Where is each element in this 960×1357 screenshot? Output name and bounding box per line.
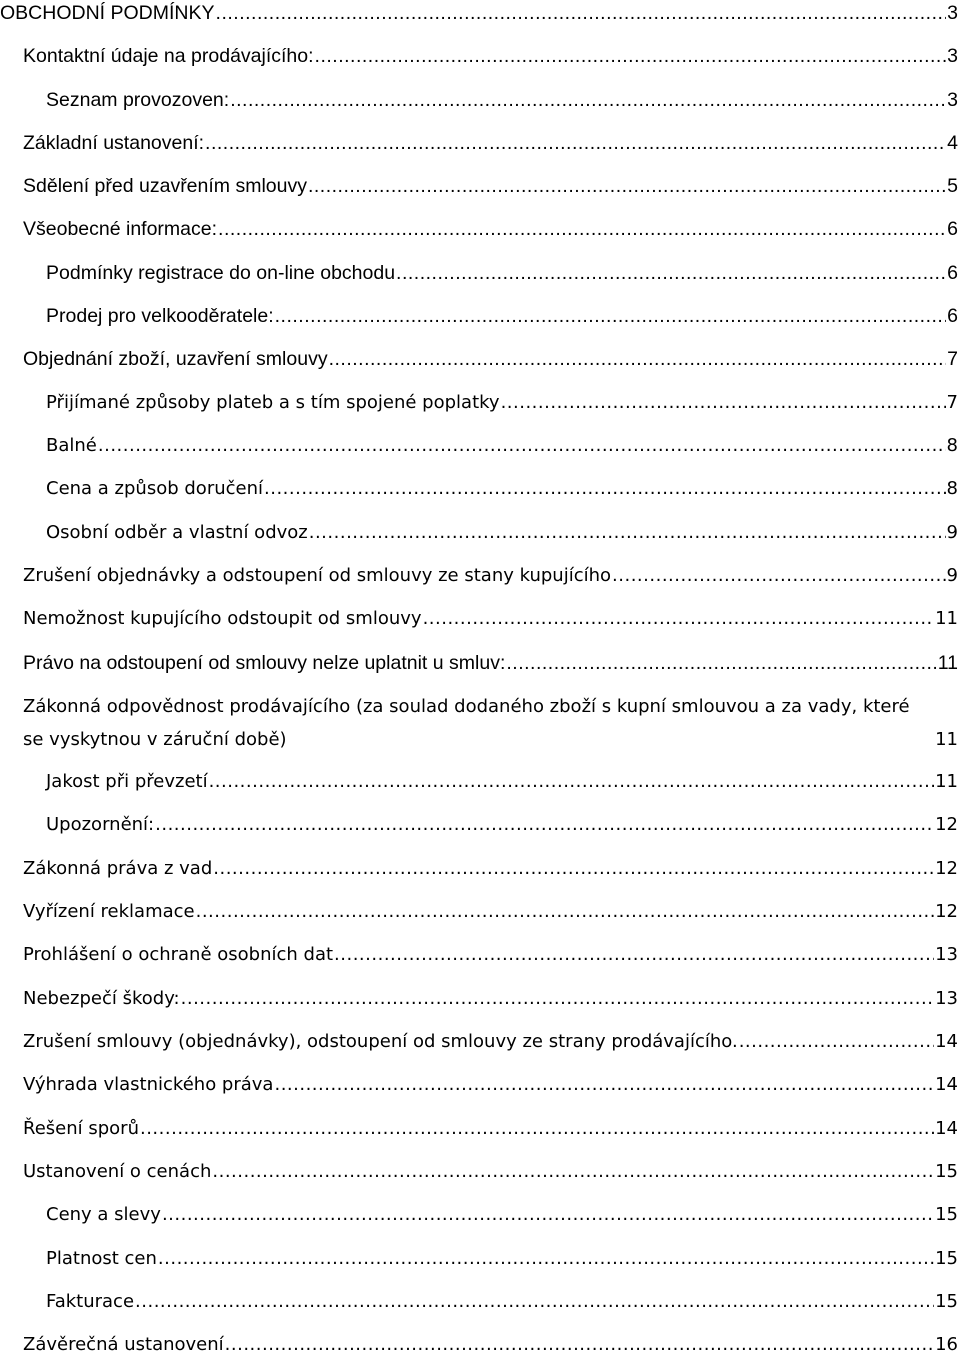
- toc-dot-leader: [155, 813, 934, 837]
- toc-dot-leader: [506, 651, 936, 675]
- toc-dot-leader: [205, 131, 946, 155]
- toc-entry-page: 13: [935, 944, 958, 965]
- toc-entry[interactable]: [46, 477, 958, 501]
- toc-entry-label: Cena a způsob doručení: [46, 478, 264, 499]
- toc-entry-page: 9: [946, 522, 958, 543]
- toc-dot-leader: [216, 1, 947, 25]
- toc-entry[interactable]: [23, 44, 958, 68]
- toc-entry[interactable]: [46, 1203, 958, 1227]
- toc-entry[interactable]: [46, 304, 958, 328]
- toc-entry-label: Balné: [46, 435, 97, 456]
- toc-entry[interactable]: [23, 1073, 958, 1097]
- toc-dot-leader: [329, 347, 947, 371]
- toc-entry[interactable]: [46, 261, 958, 285]
- toc-entry-label: Právo na odstoupení od smlouvy nelze uplatnit u smluv:: [23, 652, 506, 674]
- toc-entry-page: 7: [947, 348, 958, 370]
- toc-entry[interactable]: [23, 900, 958, 924]
- toc-entry-page: 15: [935, 1248, 958, 1269]
- toc-dot-leader: [181, 987, 934, 1011]
- toc-dot-leader: [213, 857, 934, 881]
- toc-entry-line2: [23, 723, 958, 756]
- toc-entry-page: 12: [935, 814, 958, 835]
- toc-entry-label: Vyřízení reklamace: [23, 901, 195, 922]
- toc-entry-page: 7: [946, 392, 958, 413]
- toc-entry-page: 15: [935, 1291, 958, 1312]
- toc-dot-leader: [158, 1247, 934, 1271]
- toc-dot-leader: [98, 434, 946, 458]
- toc-entry-label: Řešení sporů: [23, 1118, 139, 1139]
- toc-dot-leader: [162, 1203, 934, 1227]
- toc-entry[interactable]: [0, 1, 958, 25]
- toc-entry-label: Ustanovení o cenách: [23, 1161, 212, 1182]
- toc-entry-page: 6: [947, 262, 958, 284]
- toc-entry-page: 14: [935, 1031, 958, 1052]
- toc-entry[interactable]: [23, 347, 958, 371]
- toc-entry-label: Nebezpečí škody:: [23, 988, 180, 1009]
- toc-entry-label: Nemožnost kupujícího odstoupit od smlouvy: [23, 608, 422, 629]
- toc-entry-label: Zrušení smlouvy (objednávky), odstoupení od smlouvy ze strany prodávajícího.: [23, 1031, 738, 1052]
- toc-entry-page: 9: [946, 565, 958, 586]
- toc-entry-label-line2: se vyskytnou v záruční době): [23, 729, 287, 750]
- toc-entry[interactable]: [23, 1030, 958, 1054]
- toc-dot-leader: [275, 304, 947, 328]
- toc-dot-leader: [218, 217, 946, 241]
- toc-dot-leader: [315, 44, 947, 68]
- toc-dot-leader: [140, 1117, 934, 1141]
- toc-entry-page: 8: [946, 435, 958, 456]
- toc-dot-leader: [309, 521, 946, 545]
- toc-entry[interactable]: [46, 813, 958, 837]
- toc-entry-label: Sdělení před uzavřením smlouvy: [23, 175, 307, 197]
- toc-entry[interactable]: [23, 857, 958, 881]
- toc-dot-leader: [739, 1030, 934, 1054]
- toc-entry[interactable]: [46, 770, 958, 794]
- toc-entry-page: 16: [935, 1334, 958, 1355]
- toc-entry-page: 12: [935, 858, 958, 879]
- toc-entry-label: Podmínky registrace do on-line obchodu: [46, 262, 396, 284]
- toc-entry-label: Prohlášení o ochraně osobních dat: [23, 944, 334, 965]
- toc-entry-label: Výhrada vlastnického práva: [23, 1074, 274, 1095]
- toc-entry-label: OBCHODNÍ PODMÍNKY: [0, 2, 215, 24]
- toc-entry-multiline[interactable]: [23, 690, 958, 756]
- toc-entry-label: Zákonná práva z vad: [23, 858, 213, 879]
- toc-entry[interactable]: [23, 943, 958, 967]
- toc-entry[interactable]: [46, 434, 958, 458]
- toc-entry-label: Osobní odběr a vlastní odvoz: [46, 522, 308, 543]
- toc-entry-label-line1: Zákonná odpovědnost prodávajícího (za soulad dodaného zboží s kupní smlouvou a za vady, které: [23, 696, 910, 717]
- toc-entry-label: Platnost cen: [46, 1248, 157, 1269]
- toc-entry[interactable]: [46, 1247, 958, 1271]
- toc-entry-label: Seznam provozoven:: [46, 89, 230, 111]
- toc-entry-page: 6: [947, 305, 958, 327]
- toc-dot-leader: [264, 477, 946, 501]
- toc-entry[interactable]: [23, 217, 958, 241]
- toc-entry-label: Jakost při převzetí: [46, 771, 208, 792]
- toc-entry-page: 13: [935, 988, 958, 1009]
- toc-entry[interactable]: [23, 174, 958, 198]
- toc-dot-leader: [274, 1073, 934, 1097]
- toc-entry-page: 5: [947, 175, 958, 197]
- toc-entry[interactable]: [23, 131, 958, 155]
- toc-entry[interactable]: [23, 651, 958, 675]
- toc-entry-page: 14: [935, 1118, 958, 1139]
- toc-entry-label: Ceny a slevy: [46, 1204, 161, 1225]
- toc-entry-page: 15: [935, 1204, 958, 1225]
- toc-dot-leader: [135, 1290, 934, 1314]
- toc-entry-page: 11: [935, 729, 958, 750]
- toc-dot-leader: [230, 88, 946, 112]
- toc-entry[interactable]: [23, 1117, 958, 1141]
- toc-dot-leader: [209, 770, 935, 794]
- toc-entry[interactable]: [23, 1333, 958, 1357]
- toc-dot-leader: [334, 943, 934, 967]
- toc-entry-page: 11: [935, 608, 958, 629]
- toc-entry[interactable]: [23, 1160, 958, 1184]
- toc-dot-leader: [212, 1160, 934, 1184]
- toc-entry-page: 11: [935, 771, 958, 792]
- toc-entry[interactable]: [46, 391, 958, 415]
- toc-entry[interactable]: [46, 1290, 958, 1314]
- toc-entry-label: Všeobecné informace:: [23, 218, 218, 240]
- toc-entry-label: Základní ustanovení:: [23, 132, 205, 154]
- toc-entry-page: 14: [935, 1074, 958, 1095]
- toc-entry-page: 3: [947, 2, 958, 24]
- toc-entry-page: 15: [935, 1161, 958, 1182]
- toc-entry[interactable]: [23, 607, 958, 631]
- toc-entry-page: 4: [947, 132, 958, 154]
- toc-entry-page: 3: [947, 89, 958, 111]
- toc-dot-leader: [196, 900, 934, 924]
- toc-dot-leader: [225, 1333, 934, 1357]
- toc-entry-page: 6: [947, 218, 958, 240]
- toc-entry[interactable]: [46, 521, 958, 545]
- toc-dot-leader: [612, 564, 946, 588]
- toc-entry[interactable]: [23, 987, 958, 1011]
- toc-entry[interactable]: [23, 564, 958, 588]
- toc-entry-label: Kontaktní údaje na prodávajícího:: [23, 45, 314, 67]
- toc-entry-label: Prodej pro velkooděratele:: [46, 305, 274, 327]
- toc-entry-label: Zrušení objednávky a odstoupení od smlouvy ze stany kupujícího: [23, 565, 612, 586]
- toc-dot-leader: [501, 391, 946, 415]
- toc-entry-label: Závěrečná ustanovení: [23, 1334, 224, 1355]
- toc-entry[interactable]: [46, 88, 958, 112]
- toc-entry-label: Upozornění:: [46, 814, 155, 835]
- toc-entry-page: 8: [946, 478, 958, 499]
- toc-dot-leader: [308, 174, 946, 198]
- toc-entry-page: 12: [935, 901, 958, 922]
- toc-entry-label: Objednání zboží, uzavření smlouvy: [23, 348, 328, 370]
- toc-dot-leader: [396, 261, 946, 285]
- toc-entry-label: Fakturace: [46, 1291, 135, 1312]
- toc-entry-page: 11: [937, 652, 958, 674]
- toc-dot-leader: [423, 607, 935, 631]
- toc-entry-label: Přijímané způsoby plateb a s tím spojené poplatky: [46, 392, 500, 413]
- toc-entry-page: 3: [947, 45, 958, 67]
